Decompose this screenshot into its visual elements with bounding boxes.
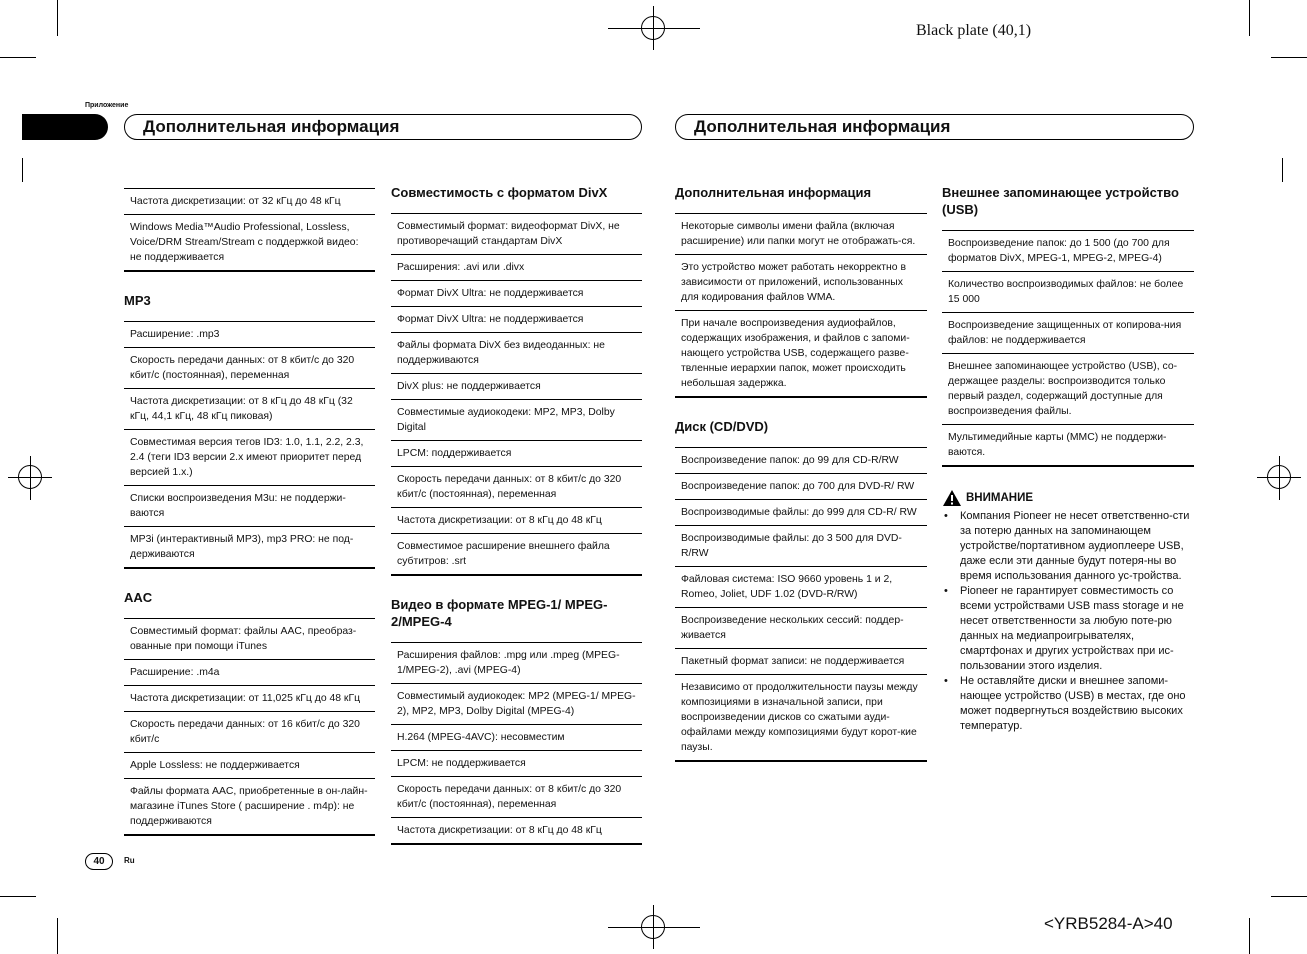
column-3 [675,184,927,762]
table-row: DivX plus: не поддерживается [391,374,642,400]
table-row: Независимо от продолжительности паузы между композициями в изначальной записи, при воспроизведении дисков со сжатыми ауди-офайлами между композициями будут корот-кие паузы. [675,675,927,762]
disc-table [675,447,927,762]
table-row: Совместимый аудиокодек: MP2 (MPEG-1/ MPEG-2), MP2, MP3, Dolby Digital (MPEG-4) [391,684,642,725]
aac-heading: AAC [124,590,153,605]
disc-heading: Диск (CD/DVD) [675,419,769,434]
table-row: Это устройство может работать некорректно в зависимости от приложений, использованных для кодирования файлов WMA. [675,255,927,311]
table-row: Мультимедийные карты (MMC) не поддержи-ваются. [942,425,1194,467]
column-1 [124,180,375,836]
column-2 [391,184,642,845]
table-row: Скорость передачи данных: от 8 кбит/с до 320 кбит/с (постоянная), переменная [124,348,375,389]
table-row: Совместимый формат: файлы AAC, преобраз-ованные при помощи iTunes [124,619,375,660]
extra-info-heading: Дополнительная информация [675,185,872,200]
plate-label: Black plate (40,1) [916,22,1032,39]
bullet: • [944,510,948,522]
table-row: LPCM: не поддерживается [391,751,642,777]
table-row: Файлы формата DivX без видеоданных: не поддерживаются [391,333,642,374]
list-item: • Не оставляйте диски и внешнее запоми-нающее устройство (USB) в местах, где оно может подвергнуться воздействию высоких температур. [944,675,1186,732]
list-item: • Pioneer не гарантирует совместимость со всеми устройствами USB mass storage и не несет ответственности за любую поте-рю данных на медиапроигрывателях, смартфонах и других устройствах при ис-пользовании этого изделия. [944,585,1184,672]
aac-table [124,618,375,836]
mp3-table [124,321,375,569]
table-row: Формат DivX Ultra: не поддерживается [391,281,642,307]
mpeg-table [391,642,642,845]
table-row: Внешнее запоминающее устройство (USB), со-держащее разделы: воспроизводится только первый раздел, содержащий доступные для воспроизведения файлы. [942,354,1194,425]
table-row: Файлы формата AAC, приобретенные в он-лайн-магазине iTunes Store ( расширение . m4p): не поддерживаются [124,779,375,836]
page-number: 40 [85,853,113,870]
usb-table [942,230,1194,467]
table-row: Воспроизведение папок: до 700 для DVD-R/ RW [675,474,927,500]
extra-info-table [675,213,927,398]
table-row: Воспроизведение папок: до 1 500 (до 700 для форматов DivX, MPEG-1, MPEG-2, MPEG-4) [942,231,1194,272]
table-row: Файловая система: ISO 9660 уровень 1 и 2, Romeo, Joliet, UDF 1.02 (DVD-R/RW) [675,567,927,608]
bullet: • [944,675,948,687]
table-row: Совместимая версия тегов ID3: 1.0, 1.1, 2.2, 2.3, 2.4 (теги ID3 версии 2.x имеют приоритет перед версией 1.x.) [124,430,375,486]
caution-heading [942,489,1194,507]
table-row: Воспроизведение нескольких сессий: поддер-живается [675,608,927,649]
table-row: Расширения файлов: .mpg или .mpeg (MPEG-1/MPEG-2), .avi (MPEG-4) [391,643,642,684]
bullet: • [944,585,948,597]
table-row: H.264 (MPEG-4AVC): несовместим [391,725,642,751]
warning-icon [942,489,962,507]
table-row: Частота дискретизации: от 8 кГц до 48 кГц [391,818,642,845]
table-row: Apple Lossless: не поддерживается [124,753,375,779]
column-4 [942,184,1194,734]
table-row: Совместимое расширение внешнего файла субтитров: .srt [391,534,642,576]
table-row: При начале воспроизведения аудиофайлов, содержащих изображения, и файлов с запоми-нающего устройства USB, содержащего разве-твленные иерархии папок, может происходить небольшая задержка. [675,311,927,398]
table-row: Расширение: .mp3 [124,322,375,348]
table-row: Пакетный формат записи: не поддерживается [675,649,927,675]
caution-list [942,509,1194,734]
table-row: Воспроизведение защищенных от копирова-ния файлов: не поддерживается [942,313,1194,354]
document-code: <YRB5284-A>40 [1044,914,1173,933]
table-row: Windows Media™Audio Professional, Lossless, Voice/DRM Stream/Stream с поддержкой видео: не поддерживается [124,215,375,272]
table-row: Частота дискретизации: от 11,025 кГц до 48 кГц [124,686,375,712]
table-row: Расширения: .avi или .divx [391,255,642,281]
table-row: Частота дискретизации: от 8 кГц до 48 кГц [391,508,642,534]
table-row: Воспроизводимые файлы: до 999 для CD-R/ RW [675,500,927,526]
caution-title: ВНИМАНИЕ [966,492,1034,504]
table-row: Количество воспроизводимых файлов: не более 15 000 [942,272,1194,313]
table-row: Частота дискретизации: от 8 кГц до 48 кГц (32 кГц, 44,1 кГц, 48 кГц пиковая) [124,389,375,430]
table-row: Списки воспроизведения M3u: не поддержи-ваются [124,486,375,527]
divx-table [391,213,642,576]
table-row: MP3i (интерактивный MP3), mp3 PRO: не под-держиваются [124,527,375,569]
section-label: Приложение [85,102,129,109]
list-item: • Компания Pioneer не несет ответственно-сти за потерю данных на запоминающем устройстве/портативном аудиоплеере USB, даже если эти данные будут потеря-ны во время использования данного ус-тройства. [944,510,1190,582]
left-page-header: Дополнительная информация [124,114,642,140]
language-code: Ru [124,856,135,865]
table-row: Воспроизведение папок: до 99 для CD-R/RW [675,448,927,474]
table-row: Расширение: .m4a [124,660,375,686]
table-row: Некоторые символы имени файла (включая расширение) или папки могут не отображать-ся. [675,214,927,255]
table-row: Воспроизводимые файлы: до 3 500 для DVD-R/RW [675,526,927,567]
table-row: Частота дискретизации: от 32 кГц до 48 кГц [124,189,375,215]
mpeg-heading: Видео в формате MPEG-1/ MPEG-2/MPEG-4 [391,597,608,629]
table-row: Скорость передачи данных: от 8 кбит/с до 320 кбит/с (постоянная), переменная [391,777,642,818]
right-page-header: Дополнительная информация [675,114,1194,140]
table-row: Скорость передачи данных: от 8 кбит/с до 320 кбит/с (постоянная), переменная [391,467,642,508]
mp3-heading: MP3 [124,293,151,308]
table-row: Совместимый формат: видеоформат DivX, не противоречащий стандартам DivX [391,214,642,255]
table-row: Скорость передачи данных: от 16 кбит/с до 320 кбит/с [124,712,375,753]
divx-heading: Совместимость с форматом DivX [391,185,608,200]
table-row: LPCM: поддерживается [391,441,642,467]
intro-table [124,188,375,272]
table-row: Совместимые аудиокодеки: MP2, MP3, Dolby Digital [391,400,642,441]
usb-heading: Внешнее запоминающее устройство (USB) [942,185,1179,217]
table-row: Формат DivX Ultra: не поддерживается [391,307,642,333]
section-tab [22,114,108,140]
